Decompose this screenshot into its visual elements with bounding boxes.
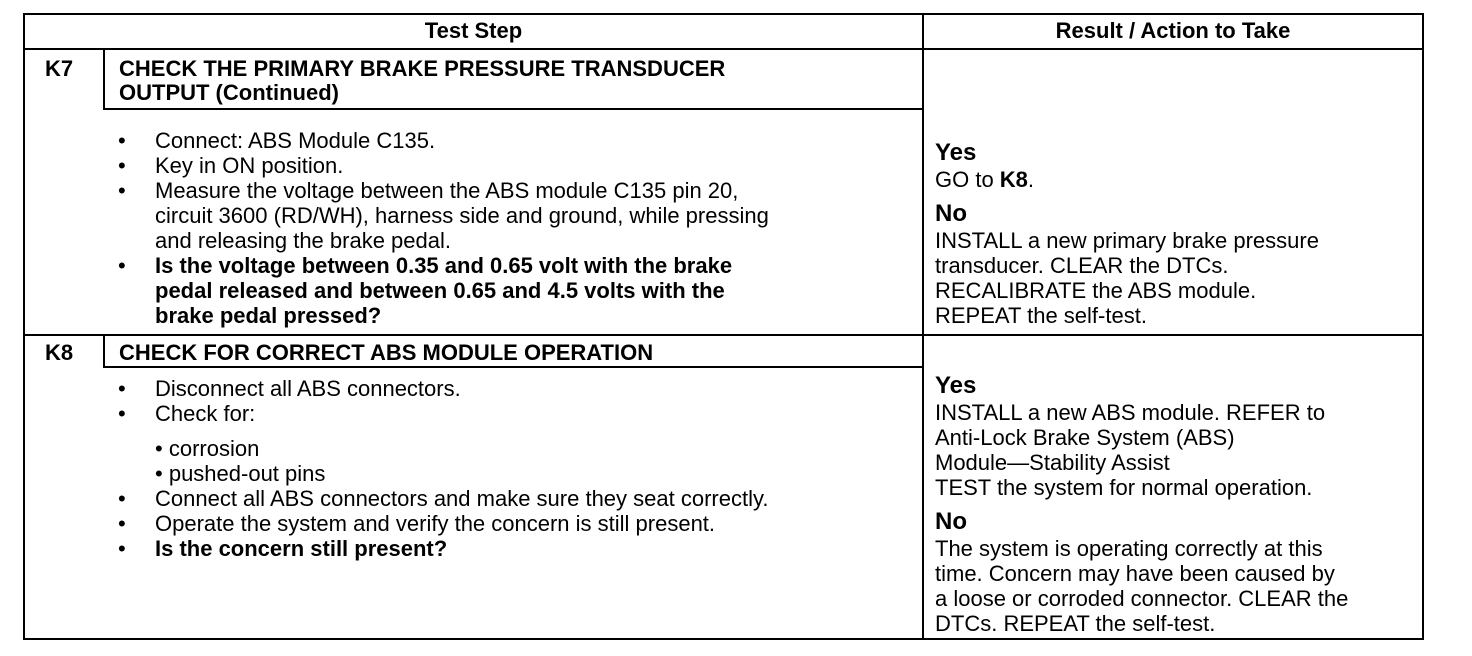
k7-title-divider	[103, 108, 924, 110]
k7-k8-divider	[23, 334, 1424, 336]
k8-title: CHECK FOR CORRECT ABS MODULE OPERATION	[119, 340, 654, 365]
bullet-dot: •	[118, 486, 126, 511]
bullet-dot: •	[118, 376, 126, 401]
k8-yes-line4: TEST the system for normal operation.	[935, 475, 1313, 500]
k8-id-divider	[103, 334, 105, 368]
k8-sub-bullet-2: • pushed-out pins	[155, 461, 326, 486]
step-id-k8: K8	[45, 340, 74, 365]
k8-yes-line1: INSTALL a new ABS module. REFER to	[935, 400, 1326, 425]
k7-question-line3: brake pedal pressed?	[155, 303, 382, 328]
bullet-dot: •	[118, 153, 126, 178]
k8-no-line3: a loose or corroded connector. CLEAR the	[935, 586, 1349, 611]
step-id-k7: K7	[45, 56, 74, 81]
k7-bullet-3-line3: and releasing the brake pedal.	[155, 228, 451, 253]
k7-question-line1: Is the voltage between 0.35 and 0.65 volt with the brake	[155, 253, 733, 278]
k8-no-line1: The system is operating correctly at this	[935, 536, 1323, 561]
k7-no-line4: REPEAT the self-test.	[935, 303, 1147, 328]
k7-no-label: No	[935, 200, 967, 227]
k8-bullet-3: Connect all ABS connectors and make sure they seat correctly.	[155, 486, 769, 511]
k8-no-line4: DTCs. REPEAT the self-test.	[935, 611, 1216, 636]
k7-title-line1: CHECK THE PRIMARY BRAKE PRESSURE TRANSDUCER	[119, 56, 726, 81]
k8-bullet-1: Disconnect all ABS connectors.	[155, 376, 461, 401]
header-test-step: Test Step	[424, 18, 523, 43]
bullet-dot: •	[118, 128, 126, 153]
k7-no-line3: RECALIBRATE the ABS module.	[935, 278, 1257, 303]
k8-sub-bullet-1: • corrosion	[155, 436, 260, 461]
k8-question: Is the concern still present?	[155, 536, 448, 561]
k7-bullet-2: Key in ON position.	[155, 153, 344, 178]
k7-title-line2: OUTPUT (Continued)	[119, 80, 339, 105]
k7-yes-text: GO to K8.	[935, 167, 1035, 192]
k8-bullet-4: Operate the system and verify the concern is still present.	[155, 511, 716, 536]
k7-no-line2: transducer. CLEAR the DTCs.	[935, 253, 1229, 278]
k8-title-divider	[103, 366, 924, 368]
k8-bullet-2: Check for:	[155, 401, 256, 426]
k7-question-line2: pedal released and between 0.65 and 4.5 volts with the	[155, 278, 725, 303]
k7-bullet-1: Connect: ABS Module C135.	[155, 128, 436, 153]
k7-bullet-3-line1: Measure the voltage between the ABS module C135 pin 20,	[155, 178, 739, 203]
header-divider	[23, 48, 1424, 50]
header-result-action: Result / Action to Take	[1055, 18, 1291, 43]
bullet-dot: •	[118, 178, 126, 203]
bullet-dot: •	[118, 401, 126, 426]
k8-yes-line3: Module—Stability Assist	[935, 450, 1170, 475]
k7-yes-label: Yes	[935, 139, 977, 166]
k7-bullet-3-line2: circuit 3600 (RD/WH), harness side and ground, while pressing	[155, 203, 769, 228]
k8-no-label: No	[935, 508, 967, 535]
bullet-dot: •	[118, 253, 126, 278]
k8-yes-label: Yes	[935, 372, 977, 399]
bullet-dot: •	[118, 511, 126, 536]
k8-no-line2: time. Concern may have been caused by	[935, 561, 1335, 586]
k7-yes-goto-step: K8	[999, 167, 1028, 192]
k7-id-divider	[103, 48, 105, 110]
k7-no-line1: INSTALL a new primary brake pressure	[935, 228, 1319, 253]
bullet-dot: •	[118, 536, 126, 561]
k8-yes-line2: Anti-Lock Brake System (ABS)	[935, 425, 1235, 450]
